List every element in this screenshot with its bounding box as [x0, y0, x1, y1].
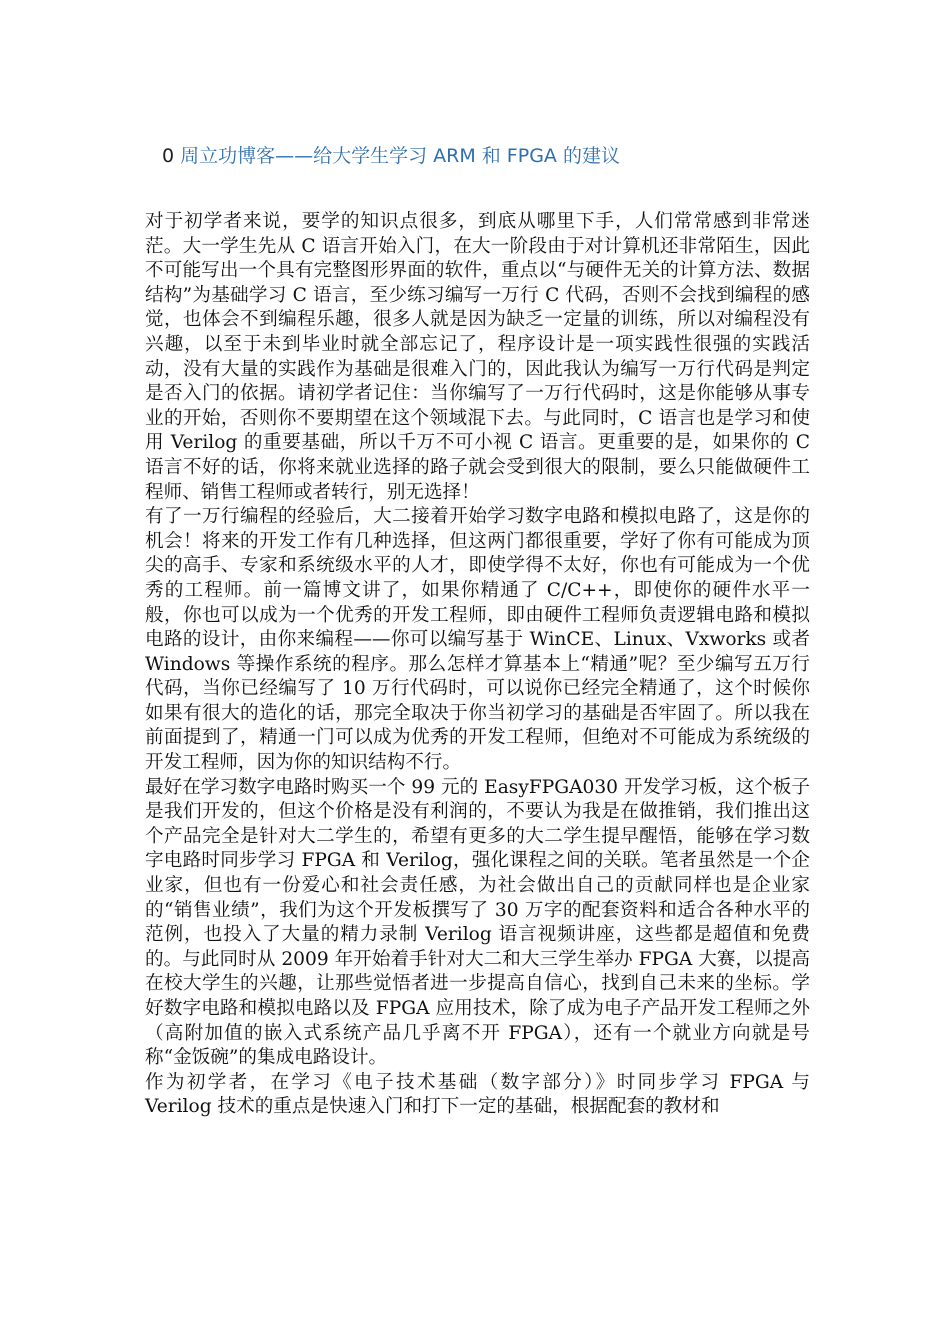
article-body — [145, 210, 810, 1120]
title-text: 周立功博客——给大学生学习 ARM 和 FPGA 的建议 — [180, 145, 620, 167]
paragraph-2: 有了一万行编程的经验后，大二接着开始学习数字电路和模拟电路了，这是你的机会！将来的开发工作有几种选择，但这两门都很重要，学好了你有可能成为顶尖的高手、专家和系统级水平的人才，即使学得不太好，你也有可能成为一个优秀的工程师。前一篇博文讲了，如果你精通了 C/C++，即使你的硬件水平一般，你也可以成为一个优秀的开发工程师，即由硬件工程师负责逻辑电路和模拟电路的设计，由你来编程——你可以编写基于 WinCE、Linux、Vxworks 或者 Windows 等操作系统的程序。那么怎样才算基本上“精通”呢？至少编写五万行代码，当你已经编写了 10 万行代码时，可以说你已经完全精通了，这个时候你如果有很大的造化的话，那完全取决于你当初学习的基础是否牢固了。所以我在前面提到了，精通一门可以成为优秀的开发工程师，但绝对不可能成为系统级的开发工程师，因为你的知识结构不行。 — [145, 506, 810, 774]
paragraph-4: 作为初学者，在学习《电子技术基础（数字部分）》时同步学习 FPGA 与 Verilog 技术的重点是快速入门和打下一定的基础，根据配套的教材和 — [145, 1071, 810, 1118]
page-title — [162, 143, 620, 169]
paragraph-3: 最好在学习数字电路时购买一个 99 元的 EasyFPGA030 开发学习板，这个板子是我们开发的，但这个价格是没有利润的，不要认为我是在做推销，我们推出这个产品完全是针对大二学生的，希望有更多的大二学生提早醒悟，能够在学习数字电路时同步学习 FPGA 和 Verilog，强化课程之间的关联。笔者虽然是一个企业家，但也有一份爱心和社会责任感，为社会做出自己的贡献同样也是企业家的“销售业绩”，我们为这个开发板撰写了 30 万字的配套资料和适合各种水平的范例，也投入了大量的精力录制 Verilog 语言视频讲座，这些都是超值和免费的。与此同时从 2009 年开始着手针对大二和大三学生举办 FPGA 大赛，以提高在校大学生的兴趣，让那些觉悟者进一步提高自信心，找到自己未来的坐标。学好数字电路和模拟电路以及 FPGA 应用技术，除了成为电子产品开发工程师之外（高附加值的嵌入式系统产品几乎离不开 FPGA），还有一个就业方向就是号称“金饭碗”的集成电路设计。 — [145, 776, 810, 1069]
title-number: 0 — [162, 145, 175, 167]
paragraph-1: 对于初学者来说，要学的知识点很多，到底从哪里下手，人们常常感到非常迷茫。大一学生先从 C 语言开始入门，在大一阶段由于对计算机还非常陌生，因此不可能写出一个具有完整图形界面的软件，重点以“与硬件无关的计算方法、数据结构”为基础学习 C 语言，至少练习编写一万行 C 代码，否则不会找到编程的感觉，也体会不到编程乐趣，很多人就是因为缺乏一定量的训练，所以对编程没有兴趣，以至于未到毕业时就全部忘记了，程序设计是一项实践性很强的实践活动，没有大量的实践作为基础是很难入门的，因此我认为编写一万行代码是判定是否入门的依据。请初学者记住：当你编写了一万行代码时，这是你能够从事专业的开始，否则你不要期望在这个领域混下去。与此同时，C 语言也是学习和使用 Verilog 的重要基础，所以千万不可小视 C 语言。更重要的是，如果你的 C 语言不好的话，你将来就业选择的路子就会受到很大的限制，要么只能做硬件工程师、销售工程师或者转行，别无选择！ — [145, 211, 810, 503]
